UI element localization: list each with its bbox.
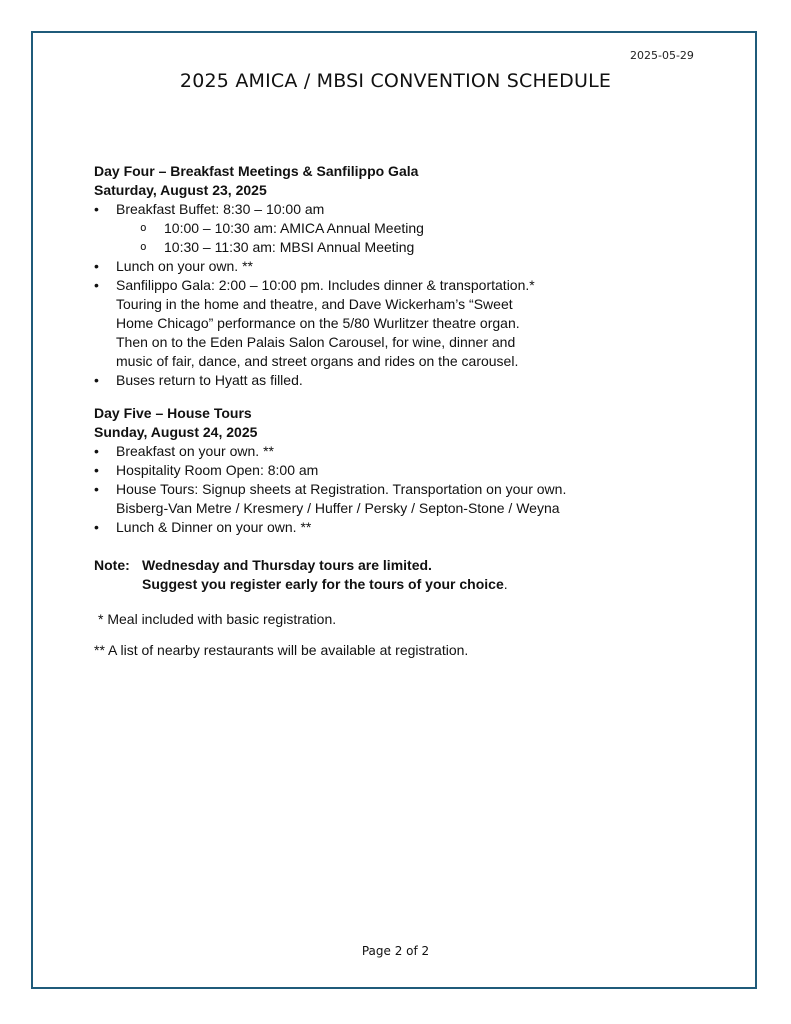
- gala-line: Then on to the Eden Palais Salon Carousel, for wine, dinner and: [116, 334, 516, 350]
- day-five-date: Sunday, August 24, 2025: [94, 424, 258, 440]
- list-item: [94, 480, 734, 518]
- day-four-section: [94, 162, 734, 390]
- list-item: o 10:30 – 11:30 am: MBSI Annual Meeting: [140, 238, 734, 257]
- list-item: • Lunch & Dinner on your own. **: [94, 518, 734, 537]
- list-item: [94, 276, 734, 371]
- house-tours-line: • House Tours: Signup sheets at Registration. Transportation on your own.: [116, 481, 567, 497]
- document-date: 2025-05-29: [630, 49, 694, 62]
- list-item: o 10:00 – 10:30 am: AMICA Annual Meeting: [140, 219, 734, 238]
- day-four-heading: Day Four – Breakfast Meetings & Sanfilippo Gala: [94, 163, 419, 179]
- house-tours-names: Bisberg-Van Metre / Kresmery / Huffer / Persky / Septon-Stone / Weyna: [116, 500, 560, 516]
- section-spacer: [94, 390, 734, 404]
- gala-line: Home Chicago” performance on the 5/80 Wurlitzer theatre organ.: [116, 315, 520, 331]
- note-period: .: [503, 576, 508, 592]
- list-item: • Hospitality Room Open: 8:00 am: [94, 461, 734, 480]
- note-label: Note:: [94, 557, 130, 573]
- gala-title-line: • Sanfilippo Gala: 2:00 – 10:00 pm. Includes dinner & transportation.*: [116, 277, 535, 293]
- note-block: [94, 556, 734, 594]
- gala-line: music of fair, dance, and street organs and rides on the carousel.: [116, 353, 519, 369]
- list-item: [94, 200, 734, 257]
- list-item: • Lunch on your own. **: [94, 257, 734, 276]
- note-line-2: [94, 575, 734, 594]
- day-five-heading: Day Five – House Tours: [94, 405, 252, 421]
- day-four-list: [94, 200, 734, 390]
- gala-line: Touring in the home and theatre, and Dave Wickerham’s “Sweet: [116, 296, 513, 312]
- document-title: 2025 AMICA / MBSI CONVENTION SCHEDULE: [179, 70, 612, 92]
- footnote-meal: * Meal included with basic registration.: [98, 611, 337, 627]
- note-line-1: [94, 556, 734, 575]
- breakfast-buffet-text: Breakfast Buffet: 8:30 – 10:00 am: [116, 201, 325, 217]
- list-item: • Buses return to Hyatt as filled.: [94, 371, 734, 390]
- day-five-list: [94, 442, 734, 537]
- note-text-1: Wednesday and Thursday tours are limited.: [142, 557, 432, 573]
- day-four-date: Saturday, August 23, 2025: [94, 182, 267, 198]
- note-text-2: Suggest you register early for the tours of your choice: [142, 576, 504, 592]
- page-number: Page 2 of 2: [361, 944, 430, 958]
- list-item: • Breakfast on your own. **: [94, 442, 734, 461]
- footnote-restaurants: ** A list of nearby restaurants will be available at registration.: [94, 642, 469, 658]
- meetings-sublist: [116, 219, 734, 257]
- day-five-section: [94, 404, 734, 537]
- schedule-content: [94, 162, 734, 660]
